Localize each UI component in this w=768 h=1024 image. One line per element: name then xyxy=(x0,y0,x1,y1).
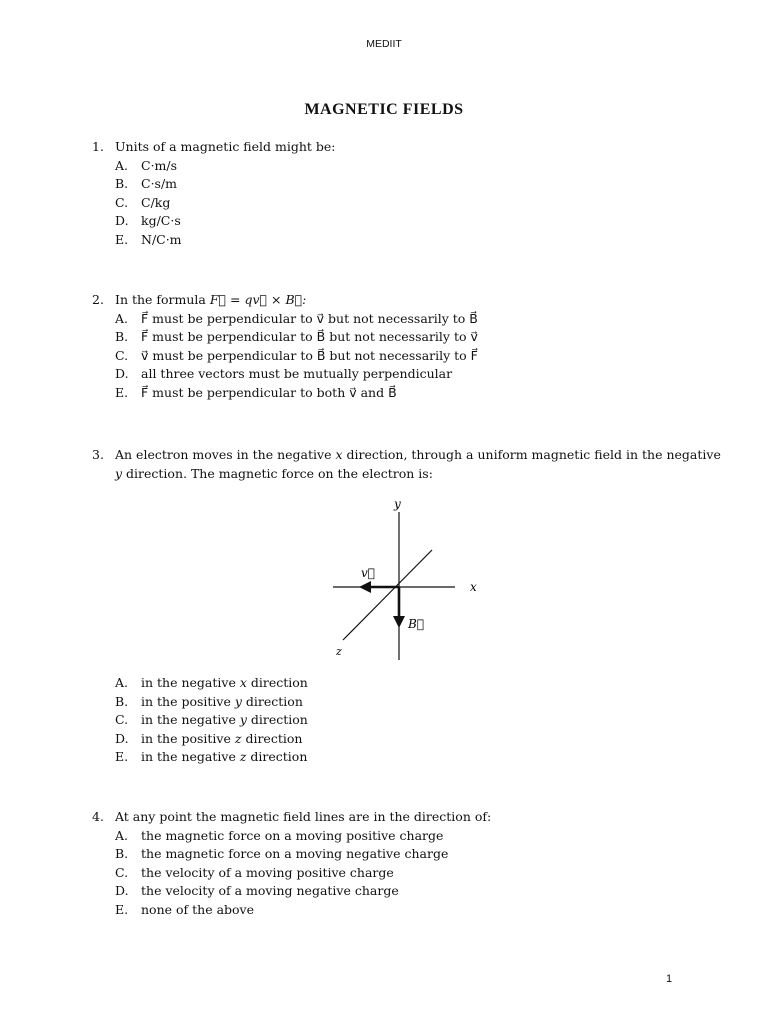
answer-option-d xyxy=(115,882,725,901)
answer-option-b xyxy=(115,328,725,347)
question-stem xyxy=(92,291,725,310)
option-letter: B. xyxy=(115,176,129,192)
page-number: 1 xyxy=(666,973,673,985)
option-letter: C. xyxy=(115,864,129,880)
option-letter: E. xyxy=(115,749,129,765)
option-variable: y xyxy=(234,693,242,709)
option-letter: C. xyxy=(115,194,129,210)
answer-option-a xyxy=(115,674,308,693)
answer-option-e xyxy=(115,901,725,920)
option-text: C·s/m xyxy=(141,176,178,192)
option-text: the magnetic force on a moving negative charge xyxy=(141,846,449,862)
option-variable: y xyxy=(239,712,247,728)
option-letter: B. xyxy=(115,329,129,345)
answer-option-b xyxy=(115,693,308,712)
option-letter: A. xyxy=(115,157,129,173)
variable-x: x xyxy=(335,447,343,462)
option-text: F⃗ must be perpendicular to both v⃗ and B⃗ xyxy=(141,384,397,400)
answer-option-c xyxy=(115,864,725,883)
field-arrowhead xyxy=(393,616,405,628)
option-text: C·m/s xyxy=(141,157,178,173)
option-text xyxy=(141,711,308,730)
option-text xyxy=(141,674,308,693)
stem-part: direction, through a uniform magnetic field in the negative xyxy=(342,447,721,462)
option-letter: E. xyxy=(115,901,129,917)
option-text-pre: in the negative xyxy=(141,675,240,690)
option-text: the velocity of a moving positive charge xyxy=(141,864,394,880)
answer-option-c xyxy=(115,347,725,366)
page-title: MAGNETIC FIELDS xyxy=(304,101,464,118)
question-4 xyxy=(92,808,725,920)
question-number: 2. xyxy=(92,292,104,307)
option-letter: C. xyxy=(115,712,129,728)
option-text: C/kg xyxy=(141,194,171,210)
option-letter: D. xyxy=(115,883,129,899)
option-letter: B. xyxy=(115,846,129,862)
option-letter: D. xyxy=(115,730,129,746)
answer-option-d xyxy=(115,212,725,231)
option-text-post: direction xyxy=(246,749,308,765)
velocity-arrowhead xyxy=(359,581,371,593)
option-text: F⃗ must be perpendicular to v⃗ but not necessarily to B⃗ xyxy=(141,310,478,326)
question-number: 3. xyxy=(92,447,104,462)
option-letter: D. xyxy=(115,366,129,382)
option-text: N/C·m xyxy=(141,231,182,247)
option-text: kg/C·s xyxy=(141,213,181,229)
option-text-pre: in the positive xyxy=(141,693,235,709)
option-text: F⃗ must be perpendicular to B⃗ but not necessarily to v⃗ xyxy=(141,329,478,345)
option-text-post: direction xyxy=(241,693,303,709)
question-stem xyxy=(92,138,725,157)
option-letter: B. xyxy=(115,693,129,709)
question-text: At any point the magnetic field lines are in the direction of: xyxy=(115,809,492,824)
question-text: Units of a magnetic field might be: xyxy=(115,139,336,154)
option-text xyxy=(141,693,303,712)
formula: F⃗ = qv⃗ × B⃗: xyxy=(209,292,307,307)
question-number: 1. xyxy=(92,139,104,154)
stem-part: An electron moves in the negative xyxy=(115,447,336,462)
option-text-post: direction xyxy=(246,712,308,728)
vector-label-v: v⃗ xyxy=(361,566,375,580)
answer-option-d xyxy=(115,365,725,384)
option-letter: A. xyxy=(115,827,129,843)
option-variable: z xyxy=(234,730,242,746)
answer-option-a xyxy=(115,310,725,329)
axis-label-z: z xyxy=(336,645,342,658)
option-text-post: direction xyxy=(241,730,303,746)
option-letter: A. xyxy=(115,310,129,326)
option-text-post: direction xyxy=(246,675,308,690)
option-text-pre: in the negative xyxy=(141,749,240,765)
option-text: the velocity of a moving negative charge xyxy=(141,883,399,899)
option-letter: C. xyxy=(115,347,129,363)
option-text: none of the above xyxy=(141,901,255,917)
answer-option-c xyxy=(115,194,725,213)
option-letter: A. xyxy=(115,675,129,690)
axis-label-y: y xyxy=(394,497,401,511)
option-text: the magnetic force on a moving positive charge xyxy=(141,827,444,843)
answer-option-a xyxy=(115,157,725,176)
coordinate-axes-diagram xyxy=(325,492,485,664)
stem-part: direction. The magnetic force on the electron is: xyxy=(122,465,433,481)
answer-option-e xyxy=(115,384,725,403)
question-stem xyxy=(92,808,725,827)
option-letter: E. xyxy=(115,231,129,247)
answer-options xyxy=(115,157,725,250)
option-text-pre: in the negative xyxy=(141,712,240,728)
question-number: 4. xyxy=(92,809,104,824)
answer-option-a xyxy=(115,827,725,846)
option-text xyxy=(141,748,307,767)
answer-option-e xyxy=(115,748,308,767)
option-letter: D. xyxy=(115,213,129,229)
axis-label-x: x xyxy=(470,580,477,594)
option-variable: z xyxy=(239,749,247,765)
option-text-pre: in the positive xyxy=(141,730,235,746)
page-header: MEDIIT xyxy=(366,38,402,50)
question-3-options xyxy=(92,674,308,767)
question-stem xyxy=(92,446,725,483)
option-text: all three vectors must be mutually perpendicular xyxy=(141,366,453,382)
answer-options xyxy=(115,674,308,767)
variable-y: y xyxy=(115,465,123,481)
option-text: v⃗ must be perpendicular to B⃗ but not necessarily to F⃗ xyxy=(141,347,478,363)
answer-options xyxy=(115,310,725,403)
answer-option-b xyxy=(115,845,725,864)
question-2 xyxy=(92,291,725,403)
question-text xyxy=(115,446,725,483)
question-1 xyxy=(92,138,725,250)
option-text xyxy=(141,730,302,749)
vector-label-b: B⃗ xyxy=(408,617,425,631)
option-letter: E. xyxy=(115,384,129,400)
answer-option-e xyxy=(115,231,725,250)
option-variable: x xyxy=(239,675,247,690)
question-text xyxy=(115,291,725,310)
question-text-prefix: In the formula xyxy=(115,292,206,307)
answer-option-c xyxy=(115,711,308,730)
answer-options xyxy=(115,827,725,920)
question-3 xyxy=(92,446,725,483)
answer-option-d xyxy=(115,730,308,749)
answer-option-b xyxy=(115,175,725,194)
